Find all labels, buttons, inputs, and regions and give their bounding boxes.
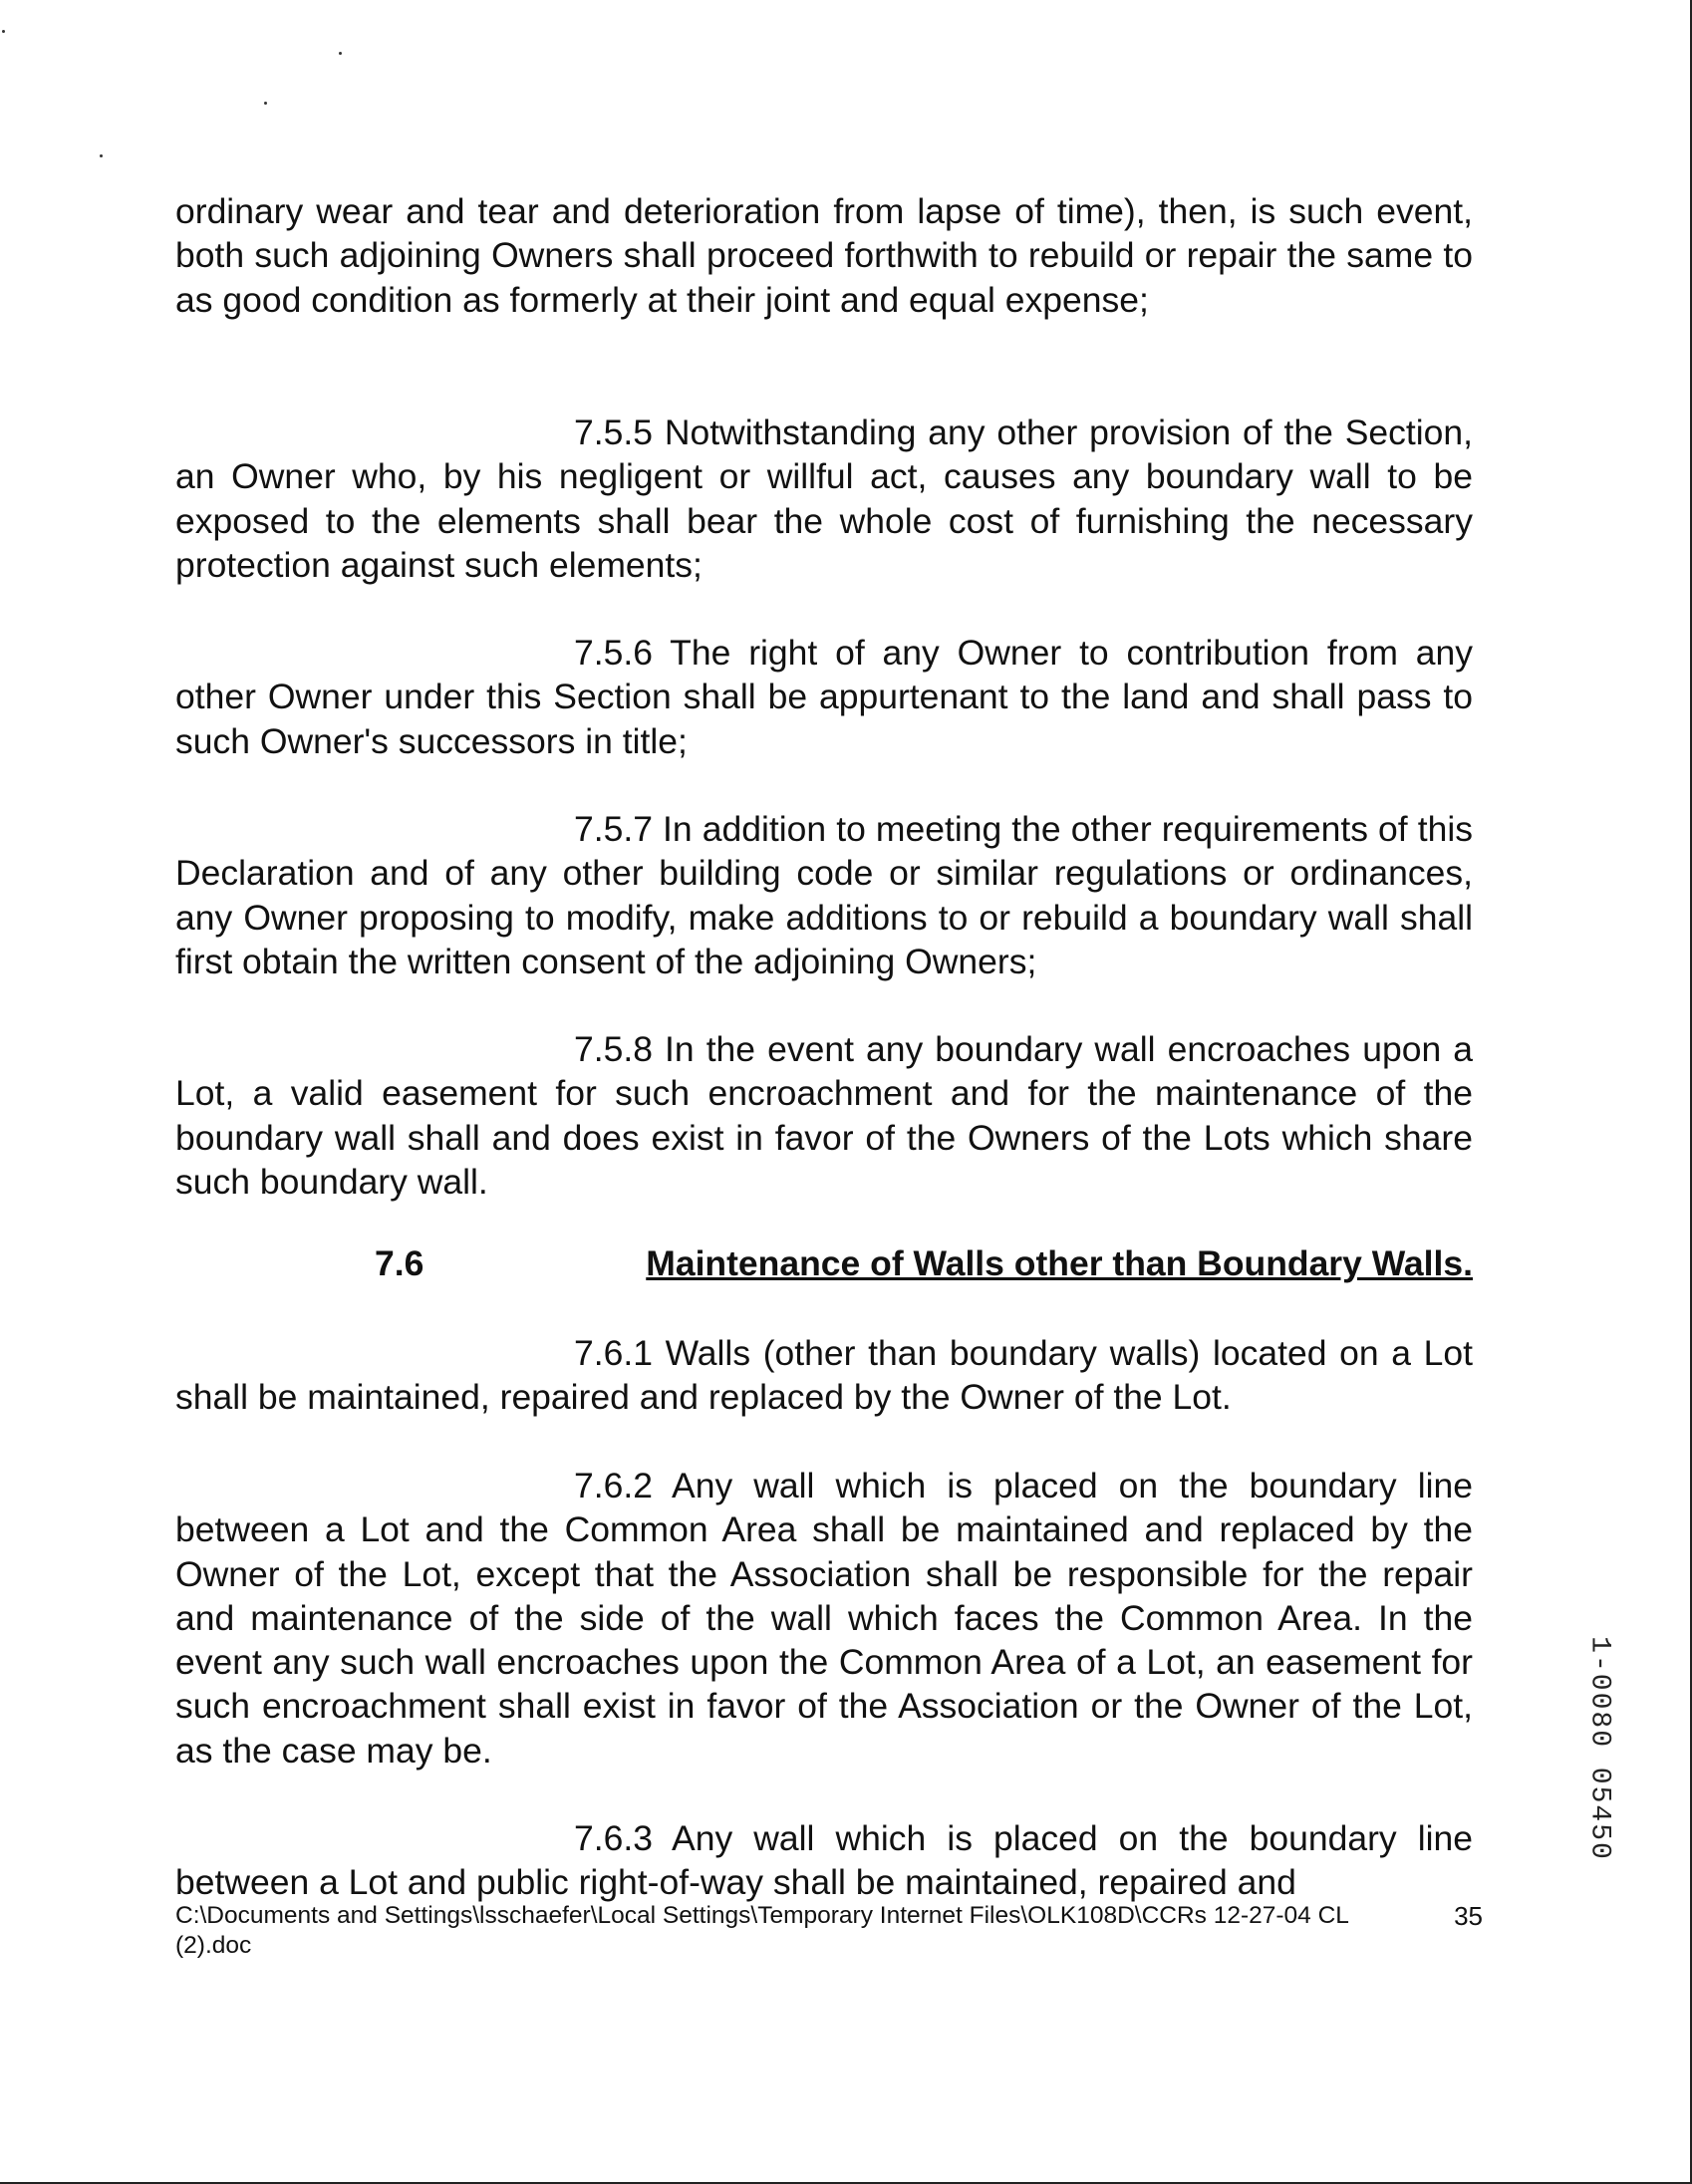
paragraph-7-5-8: 7.5.8 In the event any boundary wall encroaches upon a Lot, a valid easement for such encroachment and for the maintenance of the boundary wall shall and does exist in favor of the Owners of the Lots which share such boundary wall. bbox=[175, 1029, 1473, 1202]
scan-speck bbox=[339, 52, 342, 55]
paragraph-7-5-6: 7.5.6 The right of any Owner to contribution from any other Owner under this Section shall be appurtenant to the land and shall pass to such Owner's successors in title; bbox=[175, 633, 1473, 761]
paragraph-7-5-7: 7.5.7 In addition to meeting the other requirements of this Declaration and of any other building code or similar regulations or ordinances, any Owner proposing to modify, make additions to or rebuild a boundary wall shall first obtain the written consent of the adjoining Owners; bbox=[175, 809, 1473, 981]
section-number: 7.6 bbox=[375, 1243, 424, 1283]
side-stamp bbox=[1569, 1619, 1629, 1878]
scan-speck bbox=[2, 30, 5, 33]
page-number: 35 bbox=[1454, 1901, 1483, 1931]
scan-speck bbox=[264, 102, 267, 105]
paragraph-continuation: ordinary wear and tear and deterioration from lapse of time), then, is such event, both such adjoining Owners shall proceed forthwith to rebuild or repair the same to as good condition as formerly at their joint and equal expense; bbox=[175, 191, 1473, 320]
section-heading bbox=[175, 1243, 1473, 1293]
paragraph-7-6-3: 7.6.3 Any wall which is placed on the boundary line between a Lot and public right-of-way shall be maintained, repaired and bbox=[175, 1818, 1473, 1903]
footer-file-path: C:\Documents and Settings\lsschaefer\Local Settings\Temporary Internet Files\OLK108D\CCRs 12-27-04 CL (2).doc bbox=[175, 1902, 1349, 1959]
paragraph-7-5-5: 7.5.5 Notwithstanding any other provision of the Section, an Owner who, by his negligent or willful act, causes any boundary wall to be exposed to the elements shall bear the whole cost of furnishing the necessary protection against such elements; bbox=[175, 412, 1473, 585]
paragraph-7-6-2: 7.6.2 Any wall which is placed on the boundary line between a Lot and the Common Area shall be maintained and replaced by the Owner of the Lot, except that the Association shall be responsible for the repair and maintenance of the side of the wall which faces the Common Area. In the event any such wall encroaches upon the Common Area of a Lot, an easement for such encroachment shall exist in favor of the Association or the Owner of the Lot, as the case may be. bbox=[175, 1466, 1473, 1771]
scan-speck bbox=[100, 154, 103, 157]
section-title: Maintenance of Walls other than Boundary Walls. bbox=[646, 1243, 1473, 1283]
side-stamp-text: 1-0080 05450 bbox=[1583, 1636, 1615, 1861]
paragraph-7-6-1: 7.6.1 Walls (other than boundary walls) located on a Lot shall be maintained, repaired and replaced by the Owner of the Lot. bbox=[175, 1333, 1473, 1418]
